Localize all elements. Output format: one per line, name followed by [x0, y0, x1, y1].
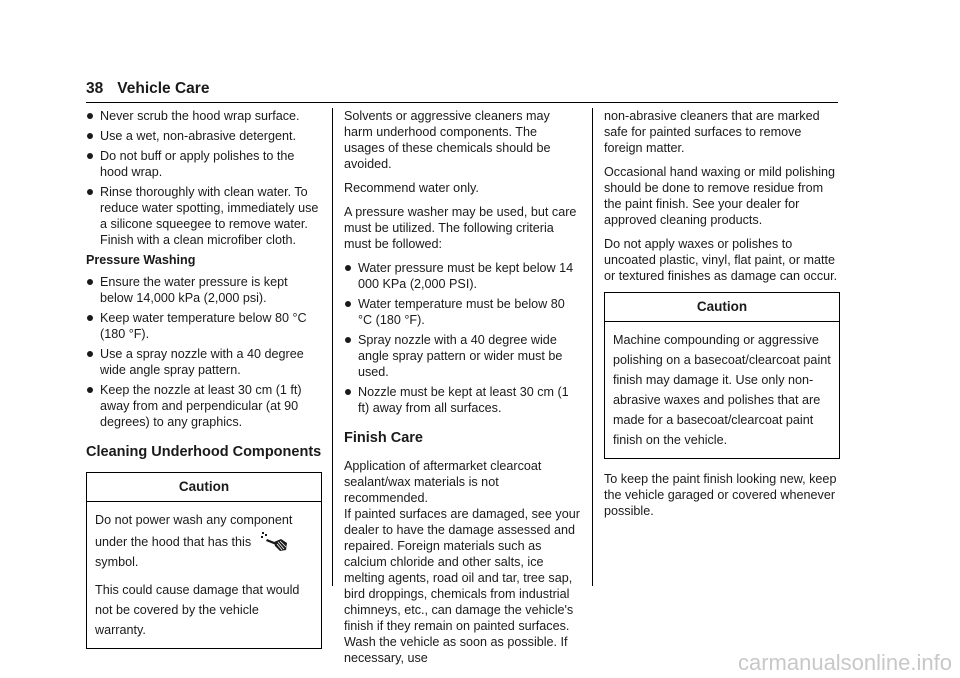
page-number: 38: [86, 80, 104, 97]
finish-care-heading: Finish Care: [344, 430, 423, 446]
column-divider-1: [332, 108, 333, 586]
watermark: carmanualsonline.info: [737, 650, 952, 675]
section-title: Vehicle Care: [117, 80, 210, 97]
list-item: Do not buff or apply polishes to the hood wrap.: [86, 148, 322, 180]
caution-text: [95, 510, 313, 572]
list-item: Water pressure must be kept below 14 000 KPa (2,000 PSI).: [344, 260, 580, 292]
paragraph: A pressure washer may be used, but care must be utilized. The following criteria must be followed:: [344, 205, 577, 251]
list-item: Spray nozzle with a 40 degree wide angle spray pattern or wider must be used.: [344, 332, 580, 380]
paragraph: Application of aftermarket clearcoat sealant/wax materials is not recommended.: [344, 459, 542, 505]
pressure-washing-heading: Pressure Washing: [86, 253, 196, 267]
caution-box-underhood: [86, 472, 322, 649]
cleaning-underhood-heading: Cleaning Underhood Components: [86, 444, 322, 460]
list-item: Use a spray nozzle with a 40 degree wide angle spray pattern.: [86, 346, 322, 378]
caution-text-part: symbol.: [95, 555, 139, 569]
paragraph: Solvents or aggressive cleaners may harm underhood components. The usages of these chemicals should be avoided.: [344, 109, 551, 171]
list-item: Use a wet, non-abrasive detergent.: [86, 128, 322, 144]
caution-text: This could cause damage that would not be covered by the vehicle warranty.: [95, 583, 300, 637]
paragraph: To keep the paint finish looking new, keep the vehicle garaged or covered whenever possible.: [604, 472, 837, 518]
paragraph: Occasional hand waxing or mild polishing should be done to remove residue from the paint finish. See your dealer for approved cleaning products.: [604, 165, 836, 227]
list-item: Nozzle must be kept at least 30 cm (1 ft) away from all surfaces.: [344, 384, 580, 416]
caution-title: Caution: [605, 293, 839, 322]
paragraph: Recommend water only.: [344, 181, 479, 195]
list-item: Rinse thoroughly with clean water. To reduce water spotting, immediately use a silicone squeegee to remove water. Finish with a clean microfiber cloth.: [86, 184, 322, 248]
list-item: Ensure the water pressure is kept below 14,000 kPa (2,000 psi).: [86, 274, 322, 306]
list-item: Keep water temperature below 80 °C (180 °F).: [86, 310, 322, 342]
list-item: Never scrub the hood wrap surface.: [86, 108, 322, 124]
caution-box-paint: [604, 292, 840, 459]
list-item: Water temperature must be below 80 °C (180 °F).: [344, 296, 580, 328]
hood-wrap-bullets: [86, 108, 322, 248]
page-header: [86, 80, 838, 103]
pressure-washing-bullets: [86, 274, 322, 430]
column-3: [604, 108, 840, 527]
caution-text-part: Do not power wash any component under the hood that has this: [95, 513, 293, 549]
caution-text: Machine compounding or aggressive polishing on a basecoat/clearcoat paint finish may damage it. Use only non-abrasive waxes and polishes that are made for a basecoat/clearcoat paint finish on the vehicle.: [613, 333, 831, 447]
paragraph: If painted surfaces are damaged, see your dealer to have the damage assessed and repaired. Foreign materials such as calcium chloride and other salts, ice melting agents, road oil and tar, tree sap, bird droppings, chemicals from industrial chimneys, etc., can damage the vehicle's finish if they remain on painted surfaces. Wash the vehicle as soon as possible. If necessary, use: [344, 507, 580, 665]
paragraph: non-abrasive cleaners that are marked safe for painted surfaces to remove foreign matter.: [604, 109, 820, 155]
caution-title: Caution: [87, 473, 321, 502]
column-1: [86, 108, 322, 661]
list-item: Keep the nozzle at least 30 cm (1 ft) away from and perpendicular (at 90 degrees) to any graphics.: [86, 382, 322, 430]
column-2: [344, 108, 580, 674]
engine-spray-icon: [259, 530, 289, 552]
column-divider-2: [592, 108, 593, 586]
paragraph: Do not apply waxes or polishes to uncoated plastic, vinyl, flat paint, or matte or textured finishes as damage can occur.: [604, 237, 838, 283]
pressure-washer-criteria: [344, 260, 580, 416]
